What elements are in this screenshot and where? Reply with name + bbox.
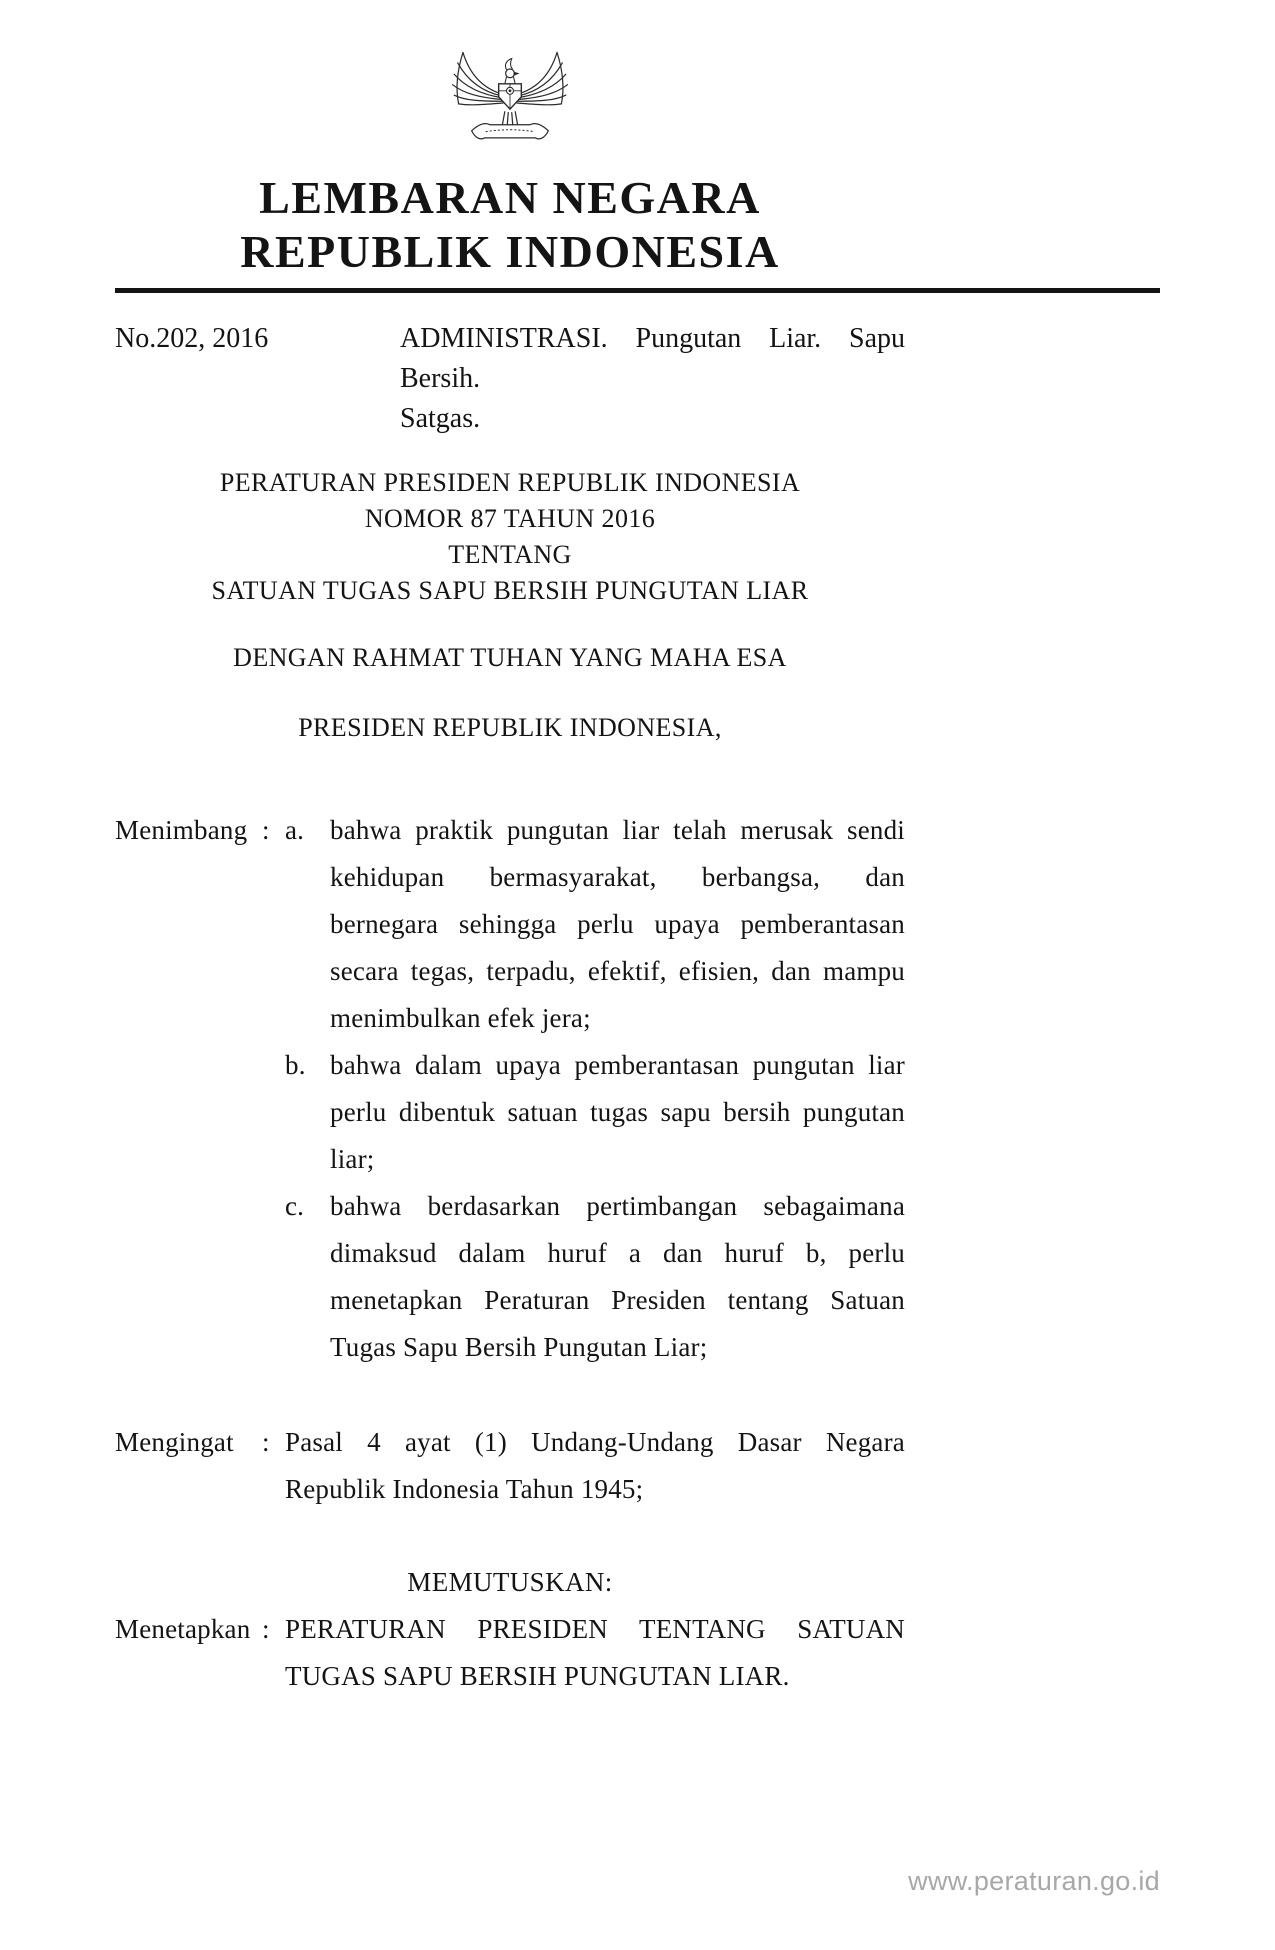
authority-line: PRESIDEN REPUBLIK INDONESIA, — [298, 713, 722, 742]
considering-separator: : — [262, 815, 270, 845]
decision-heading: MEMUTUSKAN: — [407, 1567, 613, 1597]
gazette-title — [115, 171, 905, 279]
gazette-meta-row — [115, 319, 905, 439]
considering-item-a — [115, 807, 905, 1042]
invocation-line: DENGAN RAHMAT TUHAN YANG MAHA ESA — [233, 643, 787, 672]
enacting-section — [115, 1606, 905, 1700]
considering-item-a-text: bahwa praktik pungutan liar telah merusak sendi kehidupan bermasyarakat, berbangsa, dan bernegara sehingga perlu upaya pemberantasan secara tegas, terpadu, efektif, efisien, dan mampu menimbulkan efek jera; — [330, 815, 905, 1033]
enacting-row — [115, 1606, 905, 1700]
regulation-heading-line2: NOMOR 87 TAHUN 2016 — [364, 504, 656, 533]
recalling-row — [115, 1419, 905, 1513]
subject-line — [400, 319, 905, 439]
considering-item-a-marker: a. — [285, 815, 305, 845]
regulation-heading-line3: TENTANG — [448, 540, 572, 569]
regulation-heading — [115, 465, 905, 609]
considering-item-b-marker: b. — [285, 1050, 306, 1080]
issue-number: No.202, 2016 — [115, 323, 269, 354]
considering-item-b — [115, 1042, 905, 1183]
garuda-emblem — [115, 0, 905, 157]
considering-section — [115, 807, 905, 1371]
recalling-label: Mengingat — [115, 1427, 234, 1457]
considering-label: Menimbang — [115, 815, 248, 845]
content-column — [115, 0, 905, 1700]
enacting-text: PERATURAN PRESIDEN TENTANG SATUAN TUGAS SAPU BERSIH PUNGUTAN LIAR. — [285, 1614, 905, 1691]
recalling-separator: : — [262, 1427, 270, 1457]
footer-url: www.peraturan.go.id — [908, 1866, 1160, 1896]
garuda-pancasila-icon — [449, 42, 571, 157]
subject-line-1: ADMINISTRASI. Pungutan Liar. Sapu Bersih. — [400, 323, 905, 394]
subject-line-2: Satgas. — [400, 403, 481, 434]
considering-item-c — [115, 1183, 905, 1371]
gazette-title-line2: REPUBLIK INDONESIA — [240, 226, 780, 277]
considering-item-c-marker: c. — [285, 1191, 305, 1221]
considering-item-c-text: bahwa berdasarkan pertimbangan sebagaimana dimaksud dalam huruf a dan huruf b, perlu menetapkan Peraturan Presiden tentang Satuan Tugas Sapu Bersih Pungutan Liar; — [330, 1191, 905, 1362]
regulation-heading-line4: SATUAN TUGAS SAPU BERSIH PUNGUTAN LIAR — [211, 576, 809, 605]
recalling-text: Pasal 4 ayat (1) Undang-Undang Dasar Negara Republik Indonesia Tahun 1945; — [285, 1427, 905, 1504]
enacting-label: Menetapkan — [115, 1614, 251, 1644]
recalling-section — [115, 1419, 905, 1513]
considering-item-b-text: bahwa dalam upaya pemberantasan pungutan liar perlu dibentuk satuan tugas sapu bersih pungutan liar; — [330, 1050, 905, 1174]
gazette-title-line1: LEMBARAN NEGARA — [259, 172, 761, 223]
regulation-heading-line1: PERATURAN PRESIDEN REPUBLIK INDONESIA — [219, 468, 801, 497]
enacting-separator: : — [262, 1614, 270, 1644]
